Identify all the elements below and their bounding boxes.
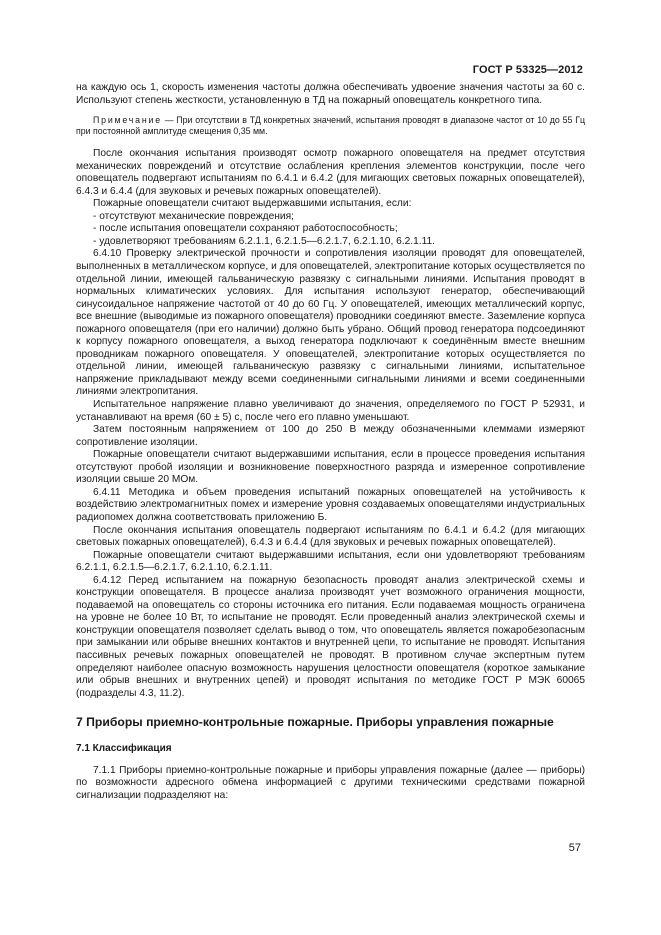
paragraph-insulation-resistance: Затем постоянным напряжением от 100 до 250 В между обозначенными клеммами измеряют сопротивление изоляции. [76,424,585,448]
paragraph-criteria-intro: Пожарные оповещатели считают выдержавшими испытания, если: [93,198,412,210]
standard-designation: ГОСТ Р 53325—2012 [472,64,583,76]
page-body [76,82,585,802]
note-label: Примечание [93,115,162,126]
list-item: - после испытания оповещатели сохраняют работоспособность; [93,223,398,235]
paragraph-6-4-10: 6.4.10 Проверку электрической прочности и сопротивления изоляции проводят для оповещателей, выполненных в металлическом корпусе, и для оповещателей, электропитание которых осуществляется по отдельной линии, имеющей гальваническую развязку с сигнальными линиями. Испытания проводят в нормальных климатических условиях. Для испытания используют генератор, обеспечивающий синусоидальное напряжение частотой от 40 до 60 Гц. У оповещателей, имеющих металлический корпус, все внешние (выводимые из пожарного оповещателя) проводники соединяют вместе. Заземление корпуса пожарного оповещателя (при его наличии) должно быть убрано. Общий провод генератора подсоединяют к корпусу пожарного оповещателя, а выход генератора подключают к соединённым вместе внешним проводникам пожарного оповещателя. У оповещателей, электропитание которых осуществляется по отдельной линии, имеющей гальваническую развязку с сигнальными линиями, испытательное напряжение прикладывают между всеми соединенными сигнальными линиями и всеми соединенными линиями электропитания. [76,248,585,398]
paragraph-emc-criteria: Пожарные оповещатели считают выдержавшими испытания, если они удовлетворяют требованиям 6.2.1.1, 6.2.1.5—6.2.1.7, 6.2.1.10, 6.2.1.11. [76,549,585,574]
paragraph-6-4-11: 6.4.11 Методика и объем проведения испытаний пожарных оповещателей на устойчивость к воздействию электромагнитных помех и измерение уровня создаваемых оповещателями индустриальных радиопомех должна соответствовать приложению Б. [76,486,585,523]
list-item: - удовлетворяют требованиям 6.2.1.1, 6.2.1.5—6.2.1.7, 6.2.1.10, 6.2.1.11. [93,235,436,247]
page-number: 57 [568,842,581,854]
paragraph-7-1-1: 7.1.1 Приборы приемно-контрольные пожарные и приборы управления пожарные (далее — приборы) по возможности адресного обмена информацией с другими техническими средствами пожарной сигнализации подразделяют на: [76,764,585,801]
list-item: - отсутствуют механические повреждения; [93,210,294,222]
subsection-heading: 7.1 Классификация [76,742,172,754]
paragraph-test-voltage: Испытательное напряжение плавно увеличивают до значения, определяемого по ГОСТ Р 52931, и устанавливают на время (60 ± 5) с, после чего его плавно уменьшают. [76,399,585,423]
section-heading: 7 Приборы приемно-контрольные пожарные. Приборы управления пожарные [76,715,554,730]
paragraph-continuation: на каждую ось 1, скорость изменения частоты должна обеспечивать удвоение значения частоты за 60 с. Используют степень жесткости, установленную в ТД на пожарный оповещатель конкретного типа. [76,82,585,106]
paragraph-6-4-12: 6.4.12 Перед испытанием на пожарную безопасность проводят анализ электрической схемы и конструкции оповещателя. В процессе анализа производят учет возможного ограничения мощности, подаваемой на оповещатель со стороны источника его питания. Если подаваемая мощность ограничена на уровне не более 10 Вт, то испытание не проводят. Если проведенный анализ электрической схемы и конструкции оповещателя позволяет сделать вывод о том, что оповещатель является пожаробезопасным при замыкании или обрыве внешних контактов и внутренней цепи, то испытание не проводят. Испытания пассивных речевых пожарных оповещателей не проводят. В противном случае экспертным путем определяют наиболее опасную возможность нарушения целостности оповещателя (короткое замыкание или обрыв внешних и внутренних цепей) и проводят испытания по методике ГОСТ Р МЭК 60065 (подразделы 4.3, 11.2). [76,574,585,699]
note-text: — При отсутствии в ТД конкретных значений, испытания проводят в диапазоне частот от 10 до 55 Гц при постоянной амплитуде смещения 0,35 мм. [76,115,585,137]
paragraph-after-emc: После окончания испытания оповещатель подвергают испытаниям по 6.4.1 и 6.4.2 (для мигающих световых пожарных оповещателей), 6.4.3 и 6.4.4 (для звуковых и речевых пожарных оповещателей). [76,524,585,549]
paragraph-insulation-criteria: Пожарные оповещатели считают выдержавшими испытания, если в процессе проведения испытания отсутствуют пробой изоляции и возникновение поверхностного разряда и измеренное сопротивление изоляции свыше 20 МОм. [76,449,585,486]
paragraph-inspection: После окончания испытания производят осмотр пожарного оповещателя на предмет отсутствия механических повреждений и отсутствие ослабления крепления элементов конструкции, после чего оповещатель подвергают испытаниям по 6.4.1 и 6.4.2 (для мигающих световых пожарных оповещателей), 6.4.3 и 6.4.4 (для звуковых и речевых пожарных оповещателей). [76,148,585,197]
note [76,115,585,137]
